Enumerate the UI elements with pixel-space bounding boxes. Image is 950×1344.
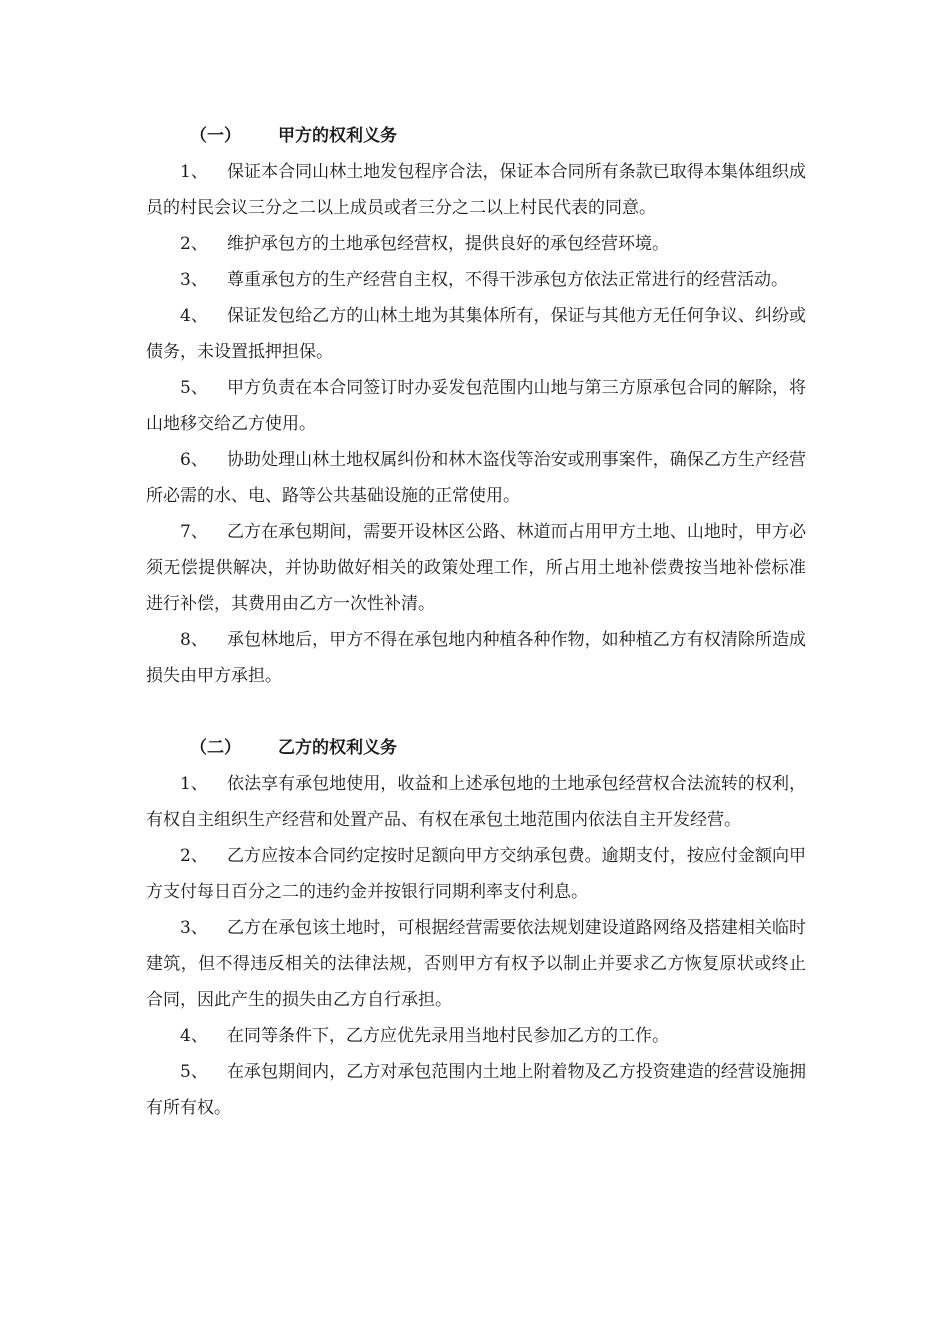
- clause-index: 1、: [180, 162, 208, 182]
- clause-item: [146, 442, 806, 514]
- clause-index: 1、: [180, 774, 208, 794]
- section-number: （一）: [190, 126, 241, 146]
- clause-text: 维护承包方的土地承包经营权，提供良好的承包经营环境。: [227, 234, 669, 254]
- clause-item: [146, 1054, 806, 1126]
- clause-text: 保证本合同山林土地发包程序合法，保证本合同所有条款已取得本集体组织成员的村民会议三分之二以上成员或者三分之二以上村民代表的同意。: [146, 162, 806, 218]
- clause-index: 7、: [180, 522, 208, 542]
- clause-index: 4、: [180, 1026, 208, 1046]
- section-title: 甲方的权利义务: [278, 126, 397, 146]
- clause-text: 乙方在承包期间，需要开设林区公路、林道而占用甲方土地、山地时，甲方必须无偿提供解决，并协助做好相关的政策处理工作，所占用土地补偿费按当地补偿标准进行补偿，其费用由乙方一次性补清。: [146, 522, 806, 614]
- clause-item: [146, 514, 806, 622]
- clause-item: [146, 298, 806, 370]
- clause-index: 6、: [180, 450, 208, 470]
- clause-text: 保证发包给乙方的山林土地为其集体所有，保证与其他方无任何争议、纠纷或债务，未设置抵押担保。: [146, 306, 806, 362]
- contract-body: [146, 118, 806, 1126]
- clause-index: 3、: [180, 270, 208, 290]
- clause-text: 承包林地后，甲方不得在承包地内种植各种作物，如种植乙方有权清除所造成损失由甲方承担。: [146, 630, 806, 686]
- clause-text: 尊重承包方的生产经营自主权，不得干涉承包方依法正常进行的经营活动。: [227, 270, 788, 290]
- clause-item: [146, 766, 806, 838]
- clause-item: [146, 370, 806, 442]
- clause-text: 在同等条件下，乙方应优先录用当地村民参加乙方的工作。: [227, 1026, 669, 1046]
- clause-index: 5、: [180, 1062, 208, 1082]
- clause-item: [146, 910, 806, 1018]
- clause-item: [146, 622, 806, 694]
- clause-item: [146, 226, 806, 262]
- clause-text: 甲方负责在本合同签订时办妥发包范围内山地与第三方原承包合同的解除，将山地移交给乙方使用。: [146, 378, 806, 434]
- clause-index: 3、: [180, 918, 208, 938]
- clause-text: 乙方应按本合同约定按时足额向甲方交纳承包费。逾期支付，按应付金额向甲方支付每日百分之二的违约金并按银行同期利率支付利息。: [146, 846, 806, 902]
- section-title: 乙方的权利义务: [278, 738, 397, 758]
- section-number: （二）: [190, 738, 241, 758]
- clause-item: [146, 154, 806, 226]
- clause-index: 2、: [180, 846, 208, 866]
- section-spacer: [146, 694, 806, 730]
- clause-text: 依法享有承包地使用，收益和上述承包地的土地承包经营权合法流转的权利，有权自主组织生产经营和处置产品、有权在承包土地范围内依法自主开发经营。: [146, 774, 806, 830]
- section-heading-party-a: [146, 118, 806, 154]
- clause-index: 4、: [180, 306, 208, 326]
- clause-item: [146, 262, 806, 298]
- clause-item: [146, 838, 806, 910]
- clause-index: 8、: [180, 630, 208, 650]
- section-heading-party-b: [146, 730, 806, 766]
- clause-item: [146, 1018, 806, 1054]
- clause-text: 协助处理山林土地权属纠份和林木盗伐等治安或刑事案件，确保乙方生产经营所必需的水、电、路等公共基础设施的正常使用。: [146, 450, 806, 506]
- clause-index: 2、: [180, 234, 208, 254]
- clause-index: 5、: [180, 378, 208, 398]
- clause-text: 在承包期间内，乙方对承包范围内土地上附着物及乙方投资建造的经营设施拥有所有权。: [146, 1062, 806, 1118]
- clause-text: 乙方在承包该土地时，可根据经营需要依法规划建设道路网络及搭建相关临时建筑，但不得违反相关的法律法规，否则甲方有权予以制止并要求乙方恢复原状或终止合同，因此产生的损失由乙方自行承担。: [146, 918, 806, 1010]
